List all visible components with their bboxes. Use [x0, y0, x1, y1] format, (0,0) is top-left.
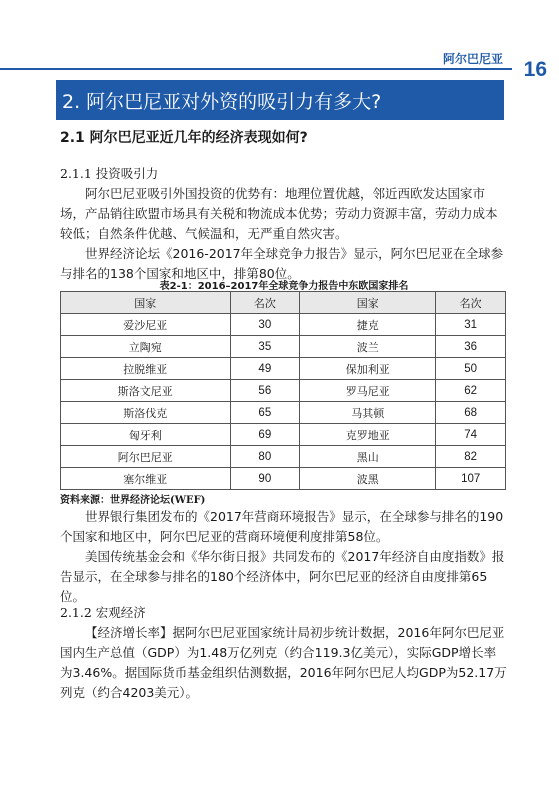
rank-cell: 65	[230, 402, 300, 424]
growth-label: 【经济增长率】	[85, 625, 173, 640]
header-rank-1: 名次	[230, 292, 300, 314]
rank-cell: 69	[230, 424, 300, 446]
page-number: 16	[523, 58, 547, 81]
country-cell: 爱沙尼亚	[61, 314, 231, 336]
rank-cell: 49	[230, 358, 300, 380]
paragraph-wef-text: 世界经济论坛《2016-2017年全球竞争力报告》显示，阿尔巴尼亚在全球参与排名的138个国家和地区中，排第80位。	[60, 246, 504, 281]
country-cell: 斯洛文尼亚	[61, 380, 231, 402]
section-heading-2-1-1: 2.1.1 投资吸引力	[60, 166, 159, 181]
table-caption: 表2-1：2016–2017年全球竞争力报告中东欧国家排名	[159, 281, 409, 292]
section-heading-2-1-2: 2.1.2 宏观经济	[60, 605, 146, 620]
chapter-title: 2. 阿尔巴尼亚对外资的吸引力有多大?	[62, 91, 382, 113]
table-row	[61, 314, 506, 336]
rank-cell: 35	[230, 336, 300, 358]
country-cell: 克罗地亚	[300, 424, 436, 446]
ranking-table	[60, 291, 506, 490]
country-cell: 罗马尼亚	[300, 380, 436, 402]
rank-cell: 107	[436, 468, 506, 490]
paragraph-growth	[60, 623, 508, 703]
header-rank-2: 名次	[436, 292, 506, 314]
rank-cell: 30	[230, 314, 300, 336]
country-cell: 马其顿	[300, 402, 436, 424]
table-row	[61, 336, 506, 358]
rank-cell: 68	[436, 402, 506, 424]
country-cell: 波兰	[300, 336, 436, 358]
rank-cell: 90	[230, 468, 300, 490]
table-row	[61, 468, 506, 490]
paragraph-advantages-text: 阿尔巴尼亚吸引外国投资的优势有：地理位置优越，邻近西欧发达国家市场，产品销往欧盟市场具有关税和物流成本优势；劳动力资源丰富，劳动力成本较低；自然条件优越、气候温和，无严重自然灾害。	[60, 186, 498, 241]
country-cell: 黑山	[300, 446, 436, 468]
country-cell: 斯洛伐克	[61, 402, 231, 424]
country-cell: 捷克	[300, 314, 436, 336]
growth-body: 据阿尔巴尼亚国家统计局初步统计数据，2016年阿尔巴尼亚国内生产总值（GDP）为1.48万亿列克（约合119.3亿美元），实际GDP增长率为3.46%。据国际货币基金组织估测数据，2016年阿尔巴尼人均GDP为52.17万列克（约合4203美元）。	[60, 625, 507, 700]
header-rule	[0, 68, 512, 70]
rank-cell: 31	[436, 314, 506, 336]
country-cell: 匈牙利	[61, 424, 231, 446]
table-header-row	[61, 292, 506, 314]
country-cell: 阿尔巴尼亚	[61, 446, 231, 468]
table-source: 资料来源：世界经济论坛(WEF)	[60, 495, 206, 506]
paragraph-business-env	[60, 507, 508, 607]
table-row	[61, 402, 506, 424]
rank-cell: 36	[436, 336, 506, 358]
table-row	[61, 380, 506, 402]
rank-cell: 82	[436, 446, 506, 468]
section-heading-2-1: 2.1 阿尔巴尼亚近几年的经济表现如何?	[60, 130, 308, 146]
country-cell: 立陶宛	[61, 336, 231, 358]
header-country-1: 国家	[61, 292, 231, 314]
running-header-country: 阿尔巴尼亚	[442, 52, 503, 66]
rank-cell: 80	[230, 446, 300, 468]
table-row	[61, 358, 506, 380]
rank-cell: 56	[230, 380, 300, 402]
header-country-2: 国家	[300, 292, 436, 314]
rank-cell: 74	[436, 424, 506, 446]
paragraph-advantages	[60, 184, 508, 284]
table-row	[61, 446, 506, 468]
country-cell: 塞尔维亚	[61, 468, 231, 490]
rank-cell: 62	[436, 380, 506, 402]
country-cell: 波黑	[300, 468, 436, 490]
country-cell: 保加利亚	[300, 358, 436, 380]
country-cell: 拉脱维亚	[61, 358, 231, 380]
paragraph-growth-text	[60, 623, 508, 703]
paragraph-freedom-index-text: 美国传统基金会和《华尔街日报》共同发布的《2017年经济自由度指数》报告显示，在全球参与排名的180个经济体中，阿尔巴尼亚的经济自由度排第65位。	[60, 549, 505, 604]
paragraph-world-bank-text: 世界银行集团发布的《2017年营商环境报告》显示，在全球参与排名的190个国家和地区中，阿尔巴尼亚的营商环境便利度排第58位。	[60, 509, 504, 544]
table-row	[61, 424, 506, 446]
rank-cell: 50	[436, 358, 506, 380]
